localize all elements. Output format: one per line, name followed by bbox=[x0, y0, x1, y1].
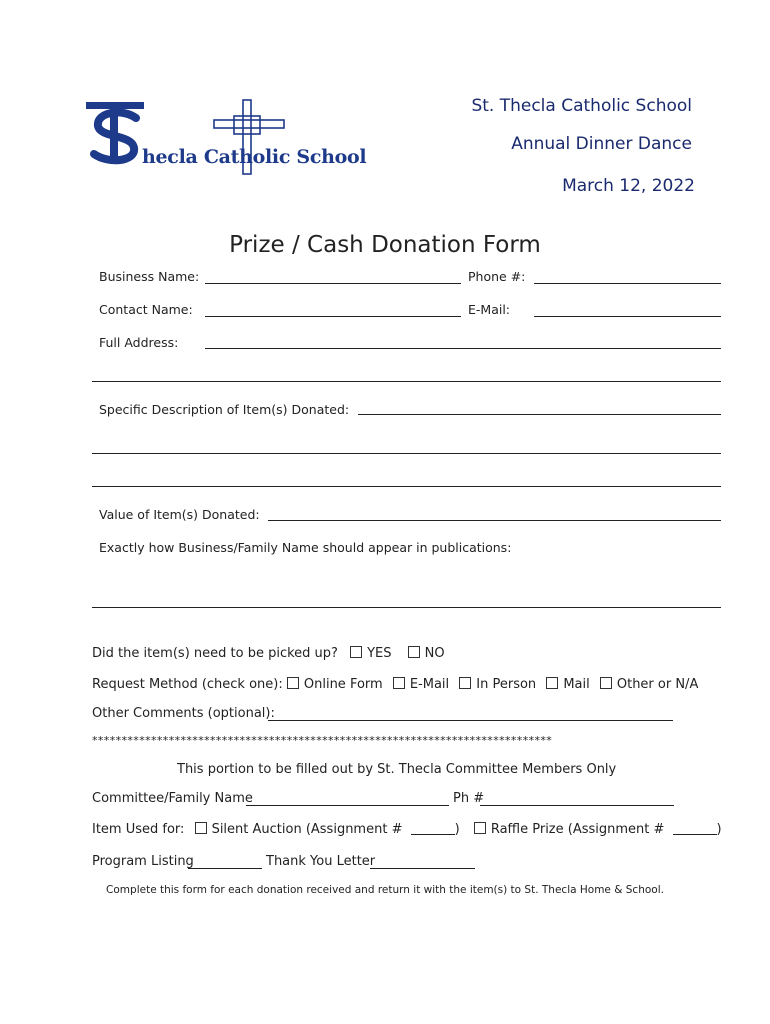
contact-name-label: Contact Name: bbox=[99, 302, 193, 317]
raffle-prize-close-paren: ) bbox=[716, 822, 722, 837]
checkbox-icon[interactable] bbox=[408, 646, 420, 658]
form-title: Prize / Cash Donation Form bbox=[229, 232, 541, 258]
committee-phone-field[interactable] bbox=[480, 805, 674, 806]
checkbox-icon[interactable] bbox=[350, 646, 362, 658]
pickup-no-option[interactable]: NO bbox=[408, 646, 445, 661]
pickup-row bbox=[92, 646, 451, 661]
request-online-form-option[interactable]: Online Form bbox=[287, 677, 383, 692]
program-listing-field[interactable] bbox=[188, 868, 262, 869]
checkbox-icon[interactable] bbox=[393, 677, 405, 689]
full-address-field-line-2[interactable] bbox=[92, 381, 721, 382]
checkbox-icon[interactable] bbox=[600, 677, 612, 689]
silent-auction-assignment-field[interactable] bbox=[411, 822, 455, 835]
publication-name-label: Exactly how Business/Family Name should appear in publications: bbox=[99, 540, 512, 555]
checkbox-icon[interactable] bbox=[195, 822, 207, 834]
checkbox-icon[interactable] bbox=[546, 677, 558, 689]
value-field[interactable] bbox=[268, 520, 721, 521]
school-name: St. Thecla Catholic School bbox=[471, 96, 692, 116]
committee-phone-label: Ph # bbox=[453, 791, 485, 806]
pickup-question: Did the item(s) need to be picked up? bbox=[92, 646, 338, 661]
other-comments-field[interactable] bbox=[268, 720, 673, 721]
description-field-line-3[interactable] bbox=[92, 486, 721, 487]
value-label: Value of Item(s) Donated: bbox=[99, 507, 260, 522]
request-other-option[interactable]: Other or N/A bbox=[600, 677, 698, 692]
request-method-row bbox=[92, 677, 704, 692]
raffle-prize-option[interactable]: Raffle Prize (Assignment # bbox=[474, 822, 665, 837]
request-mail-option[interactable]: Mail bbox=[546, 677, 589, 692]
raffle-prize-assignment-field[interactable] bbox=[673, 822, 717, 835]
checkbox-icon[interactable] bbox=[459, 677, 471, 689]
request-method-label: Request Method (check one): bbox=[92, 677, 283, 692]
description-field-line-2[interactable] bbox=[92, 453, 721, 454]
pickup-yes-option[interactable]: YES bbox=[350, 646, 391, 661]
email-label: E-Mail: bbox=[468, 302, 511, 317]
logo-text: hecla Catholic School bbox=[142, 146, 367, 168]
item-used-for-label: Item Used for: bbox=[92, 822, 185, 837]
thank-you-letter-label: Thank You Letter bbox=[266, 854, 376, 869]
committee-heading: This portion to be filled out by St. Thecla Committee Members Only bbox=[177, 762, 617, 777]
full-address-field[interactable] bbox=[205, 348, 721, 349]
other-comments-label: Other Comments (optional): bbox=[92, 706, 275, 721]
thank-you-letter-field[interactable] bbox=[370, 868, 475, 869]
footer-note: Complete this form for each donation received and return it with the item(s) to St. Thecla Home & School. bbox=[106, 884, 664, 896]
event-name: Annual Dinner Dance bbox=[511, 134, 692, 154]
description-field[interactable] bbox=[358, 414, 721, 415]
request-in-person-option[interactable]: In Person bbox=[459, 677, 536, 692]
committee-family-name-field[interactable] bbox=[246, 805, 449, 806]
checkbox-icon[interactable] bbox=[287, 677, 299, 689]
business-name-label: Business Name: bbox=[99, 269, 200, 284]
business-name-field[interactable] bbox=[205, 283, 461, 284]
school-logo bbox=[84, 98, 367, 180]
checkbox-icon[interactable] bbox=[474, 822, 486, 834]
committee-family-name-label: Committee/Family Name bbox=[92, 791, 253, 806]
separator-line: ****************************************************************************** bbox=[92, 734, 553, 747]
phone-label: Phone #: bbox=[468, 269, 526, 284]
silent-auction-close-paren: ) bbox=[454, 822, 460, 837]
publication-name-field[interactable] bbox=[92, 607, 721, 608]
item-used-row bbox=[92, 822, 722, 837]
event-date: March 12, 2022 bbox=[562, 176, 695, 196]
contact-name-field[interactable] bbox=[205, 316, 461, 317]
request-email-option[interactable]: E-Mail bbox=[393, 677, 449, 692]
description-label: Specific Description of Item(s) Donated: bbox=[99, 402, 350, 417]
silent-auction-option[interactable]: Silent Auction (Assignment # bbox=[195, 822, 403, 837]
email-field[interactable] bbox=[534, 316, 721, 317]
program-listing-label: Program Listing bbox=[92, 854, 194, 869]
phone-field[interactable] bbox=[534, 283, 721, 284]
full-address-label: Full Address: bbox=[99, 335, 179, 350]
